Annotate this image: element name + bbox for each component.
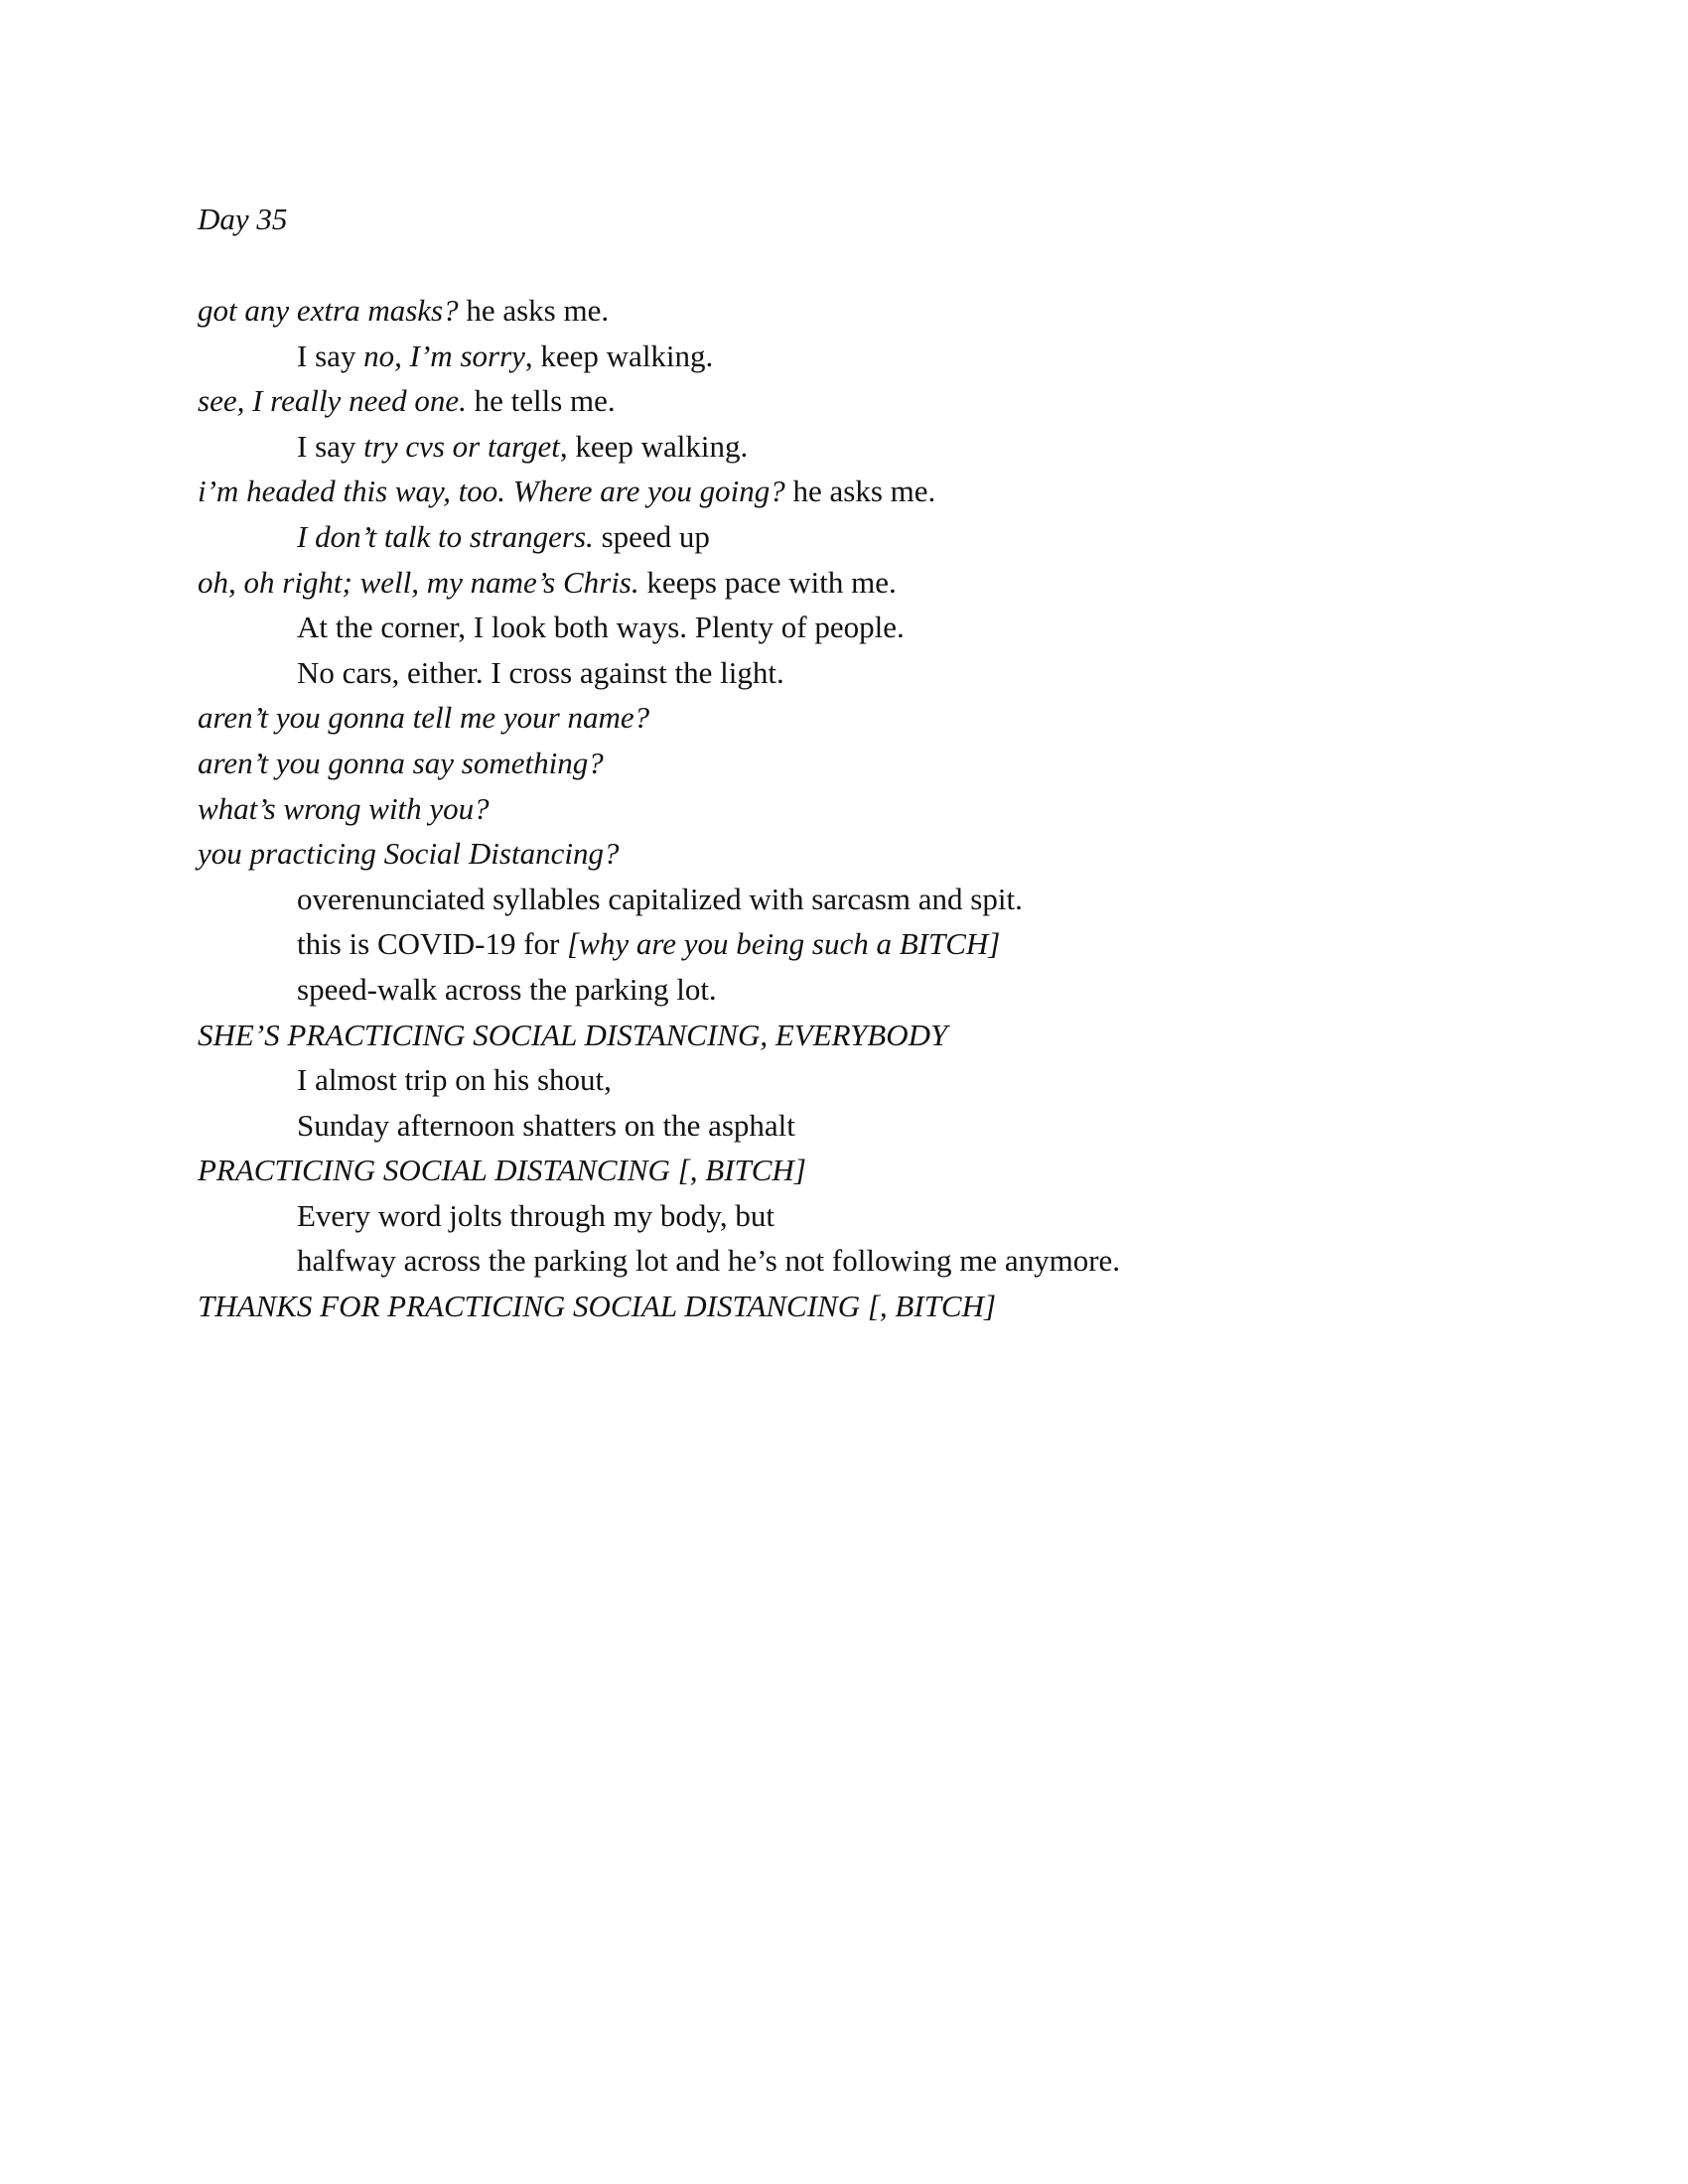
italic-text: aren’t you gonna tell me your name?: [198, 700, 650, 736]
poem-line: [198, 469, 1508, 514]
poem-title: Day 35: [198, 202, 288, 236]
poem-line: [198, 831, 1508, 877]
poem-line: [198, 1057, 1508, 1103]
poem-line: [198, 921, 1508, 967]
italic-text: you practicing Social Distancing?: [198, 836, 620, 872]
roman-text: I almost trip on his shout,: [297, 1062, 612, 1098]
roman-text: Every word jolts through my body, but: [297, 1197, 775, 1233]
italic-text: THANKS FOR PRACTICING SOCIAL DISTANCING [, BITCH]: [198, 1289, 997, 1324]
roman-text: he tells me.: [466, 383, 616, 419]
roman-text: , keep walking.: [559, 428, 749, 464]
italic-text: I don’t talk to strangers.: [297, 518, 594, 554]
poem-line: [198, 605, 1508, 650]
poem-line: [198, 967, 1508, 1013]
poem-line: [198, 1193, 1508, 1239]
italic-text: [why are you being such a BITCH]: [567, 926, 1001, 962]
roman-text: speed up: [593, 518, 710, 554]
roman-text: Sunday afternoon shatters on the asphalt: [297, 1107, 795, 1143]
poem-line: [198, 288, 1508, 334]
italic-text: got any extra masks?: [198, 293, 459, 328]
poem-line: [198, 514, 1508, 560]
poem-line: [198, 378, 1508, 424]
poem-line: [198, 695, 1508, 741]
poem-line: [198, 741, 1508, 786]
italic-text: PRACTICING SOCIAL DISTANCING [, BITCH]: [198, 1153, 806, 1188]
italic-text: no, I’m sorry: [363, 338, 525, 373]
italic-text: SHE’S PRACTICING SOCIAL DISTANCING, EVERYBODY: [198, 1017, 948, 1052]
roman-text: No cars, either. I cross against the light.: [297, 654, 784, 690]
roman-text: halfway across the parking lot and he’s not following me anymore.: [297, 1243, 1121, 1279]
poem-line: [198, 786, 1508, 832]
italic-text: see, I really need one.: [198, 383, 467, 419]
italic-text: aren’t you gonna say something?: [198, 745, 604, 780]
poem-line: [198, 1238, 1508, 1284]
roman-text: At the corner, I look both ways. Plenty of people.: [297, 610, 905, 645]
roman-text: keeps pace with me.: [638, 564, 897, 600]
italic-text: oh, oh right; well, my name’s Chris.: [198, 564, 639, 600]
poem-line: [198, 877, 1508, 922]
poem-line: [198, 650, 1508, 696]
poem-line: [198, 1284, 1508, 1329]
roman-text: speed-walk across the parking lot.: [297, 971, 717, 1007]
poem-line: [198, 1103, 1508, 1149]
roman-text: this is COVID-19 for: [297, 926, 568, 962]
roman-text: he asks me.: [784, 474, 936, 509]
poem-line: [198, 560, 1508, 606]
roman-text: I say: [297, 338, 364, 373]
poem-line: [198, 1148, 1508, 1193]
roman-text: overenunciated syllables capitalized with sarcasm and spit.: [297, 881, 1023, 916]
roman-text: I say: [297, 428, 364, 464]
italic-text: i’m headed this way, too. Where are you going?: [198, 474, 785, 509]
roman-text: he asks me.: [458, 293, 610, 328]
poem-line: [198, 424, 1508, 470]
italic-text: what’s wrong with you?: [198, 790, 490, 826]
italic-text: try cvs or target: [363, 428, 560, 464]
roman-text: , keep walking.: [524, 338, 714, 373]
poem-line: [198, 334, 1508, 379]
poem-line: [198, 1013, 1508, 1058]
poem-body: [198, 288, 1508, 1329]
